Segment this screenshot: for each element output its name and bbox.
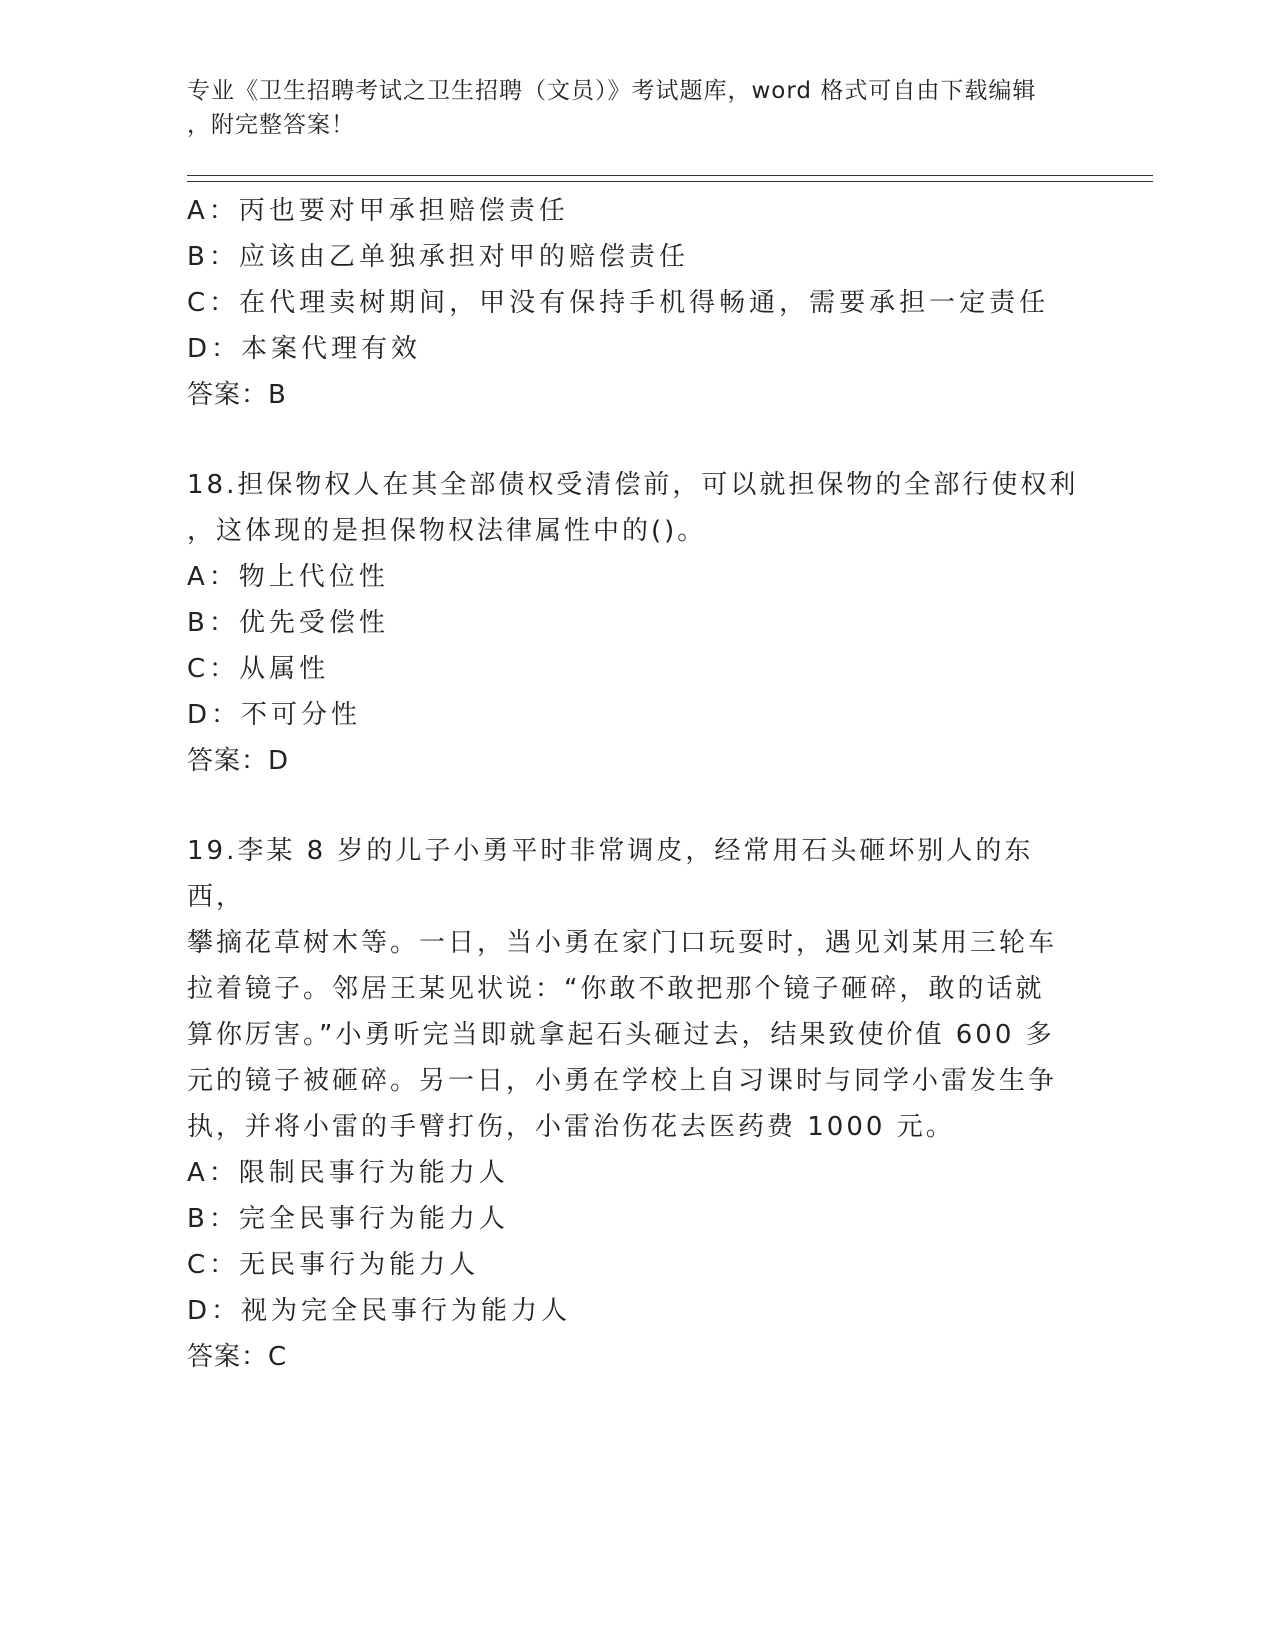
q19-answer: 答案：C [187, 1342, 288, 1372]
q19-stem-line-2: 攀摘花草树木等。一日，当小勇在家门口玩耍时，遇见刘某用三轮车 [187, 928, 1058, 958]
q19-stem-line-3: 拉着镜子。邻居王某见状说：“你敢不敢把那个镜子砸碎，敢的话就 [187, 974, 1045, 1004]
q19-stem-line-4: 算你厉害。”小勇听完当即就拿起石头砸过去，结果致使价值 600 多 [187, 1020, 1055, 1050]
q18-option-d: D：不可分性 [187, 700, 362, 730]
q18-option-a: A：物上代位性 [187, 562, 389, 592]
q18-option-c: C：从属性 [187, 654, 330, 684]
header-line-1: 专业《卫生招聘考试之卫生招聘（文员）》考试题库，word 格式可自由下载编辑 [187, 78, 1037, 104]
header-line-2: ，附完整答案！ [187, 112, 355, 138]
q17-option-c: C：在代理卖树期间，甲没有保持手机得畅通，需要承担一定责任 [187, 288, 1050, 318]
q18-answer: 答案：D [187, 746, 290, 776]
question-17-block [187, 188, 1087, 418]
spacer [187, 784, 1087, 828]
q17-answer: 答案：B [187, 380, 287, 410]
header-divider-top [187, 175, 1153, 176]
q19-option-b: B：完全民事行为能力人 [187, 1204, 509, 1234]
q19-option-c: C：无民事行为能力人 [187, 1250, 480, 1280]
q17-option-d: D：本案代理有效 [187, 334, 422, 364]
question-19-block [187, 828, 1087, 1380]
q17-option-a: A：丙也要对甲承担赔偿责任 [187, 196, 569, 226]
q19-option-a: A：限制民事行为能力人 [187, 1158, 509, 1188]
q19-stem-line-1: 19.李某 8 岁的儿子小勇平时非常调皮，经常用石头砸坏别人的东西， [187, 836, 1034, 912]
q19-stem-line-5: 元的镜子被砸碎。另一日，小勇在学校上自习课时与同学小雷发生争 [187, 1066, 1058, 1096]
question-18-block [187, 462, 1087, 784]
q18-option-b: B：优先受偿性 [187, 608, 389, 638]
question-content [187, 188, 1087, 1380]
q17-option-b: B：应该由乙单独承担对甲的赔偿责任 [187, 242, 689, 272]
q19-stem-line-6: 执，并将小雷的手臂打伤，小雷治伤花去医药费 1000 元。 [187, 1112, 955, 1142]
q18-stem-line-2: ，这体现的是担保物权法律属性中的()。 [187, 516, 707, 546]
spacer [187, 418, 1087, 462]
q18-stem-line-1: 18.担保物权人在其全部债权受清偿前，可以就担保物的全部行使权利 [187, 470, 1079, 500]
header-divider-bottom [187, 181, 1153, 182]
q19-option-d: D：视为完全民事行为能力人 [187, 1296, 572, 1326]
document-header [187, 74, 1067, 142]
